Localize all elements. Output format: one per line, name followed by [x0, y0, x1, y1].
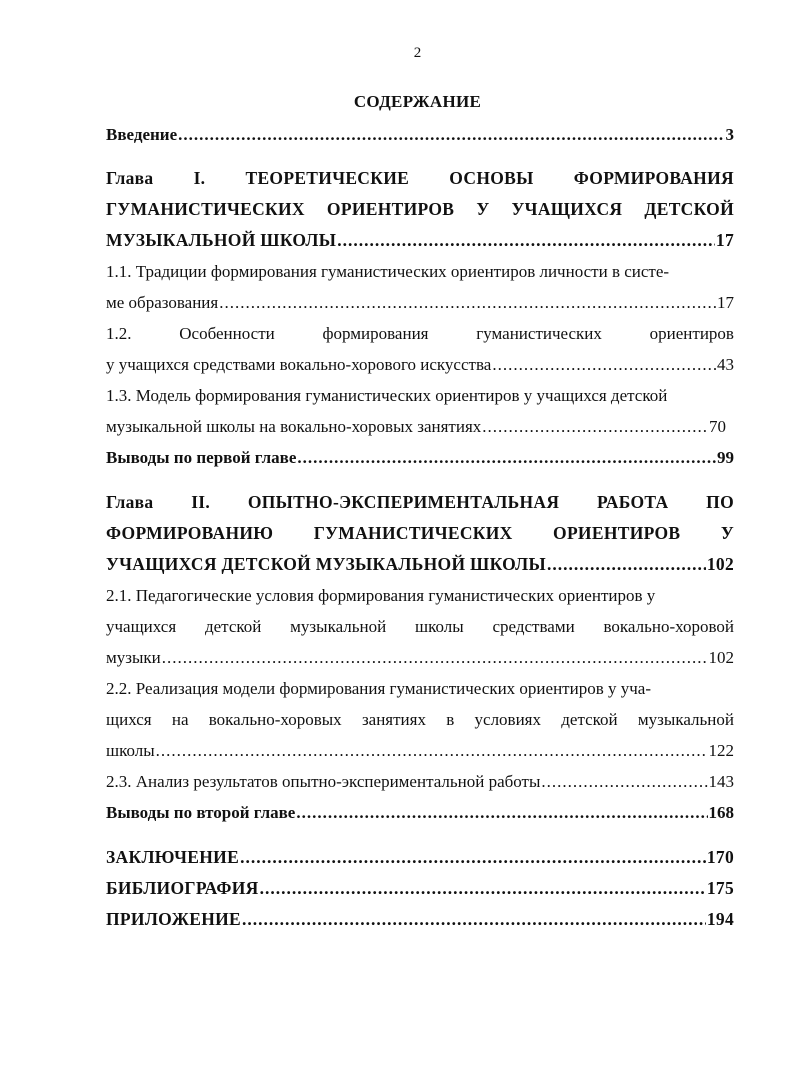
page-ref: 175 [706, 878, 734, 898]
chapter-1-heading-line-3[interactable]: МУЗЫКАЛЬНОЙ ШКОЛЫ ..... 17 [106, 225, 734, 256]
toc-entry-2-2-line-1[interactable]: 2.2. Реализация модели формирования гуманистических ориентиров у уча- [106, 679, 651, 698]
page-ref: 17 [715, 230, 734, 250]
toc-entry-bibliography[interactable]: БИБЛИОГРАФИЯ ..... 175 [106, 873, 734, 904]
chapter-2-heading-line-2[interactable]: ФОРМИРОВАНИЮ ГУМАНИСТИЧЕСКИХ ОРИЕНТИРОВ У [106, 523, 734, 543]
toc-entry-2-1-line-3[interactable]: музыки ..... 102 [106, 642, 734, 673]
toc-entry-1-1-line-1[interactable]: 1.1. Традиции формирования гуманистических ориентиров личности в систе- [106, 262, 670, 281]
page-ref: 43 [717, 355, 734, 374]
page-ref: 99 [717, 448, 734, 467]
chapter-2-heading-line-3[interactable]: УЧАЩИХСЯ ДЕТСКОЙ МУЗЫКАЛЬНОЙ ШКОЛЫ ..... 102 [106, 549, 734, 580]
page-ref: 70 [709, 417, 726, 436]
page-ref: 102 [708, 648, 734, 667]
toc-entry-1-3-line-2[interactable]: музыкальной школы на вокально-хоровых занятиях ..... 70 [106, 411, 726, 442]
toc-entry-1-2-line-2[interactable]: у учащихся средствами вокально-хорового искусства ..... 43 [106, 349, 734, 380]
chapter-1-heading-line-1[interactable]: Глава I. ТЕОРЕТИЧЕСКИЕ ОСНОВЫ ФОРМИРОВАНИЯ [106, 168, 734, 188]
toc-entry-1-2-line-1[interactable]: 1.2. Особенности формирования гуманистических ориентиров [106, 324, 734, 343]
page-ref: 122 [708, 741, 734, 760]
page-ref: 3 [725, 125, 734, 144]
toc-entry-conclusion-1[interactable]: Выводы по первой главе ..... 99 [106, 442, 734, 473]
page-ref: 194 [706, 909, 734, 929]
toc-entry-intro[interactable]: Введение ..... 3 [106, 119, 734, 150]
page-ref: 170 [706, 847, 734, 867]
toc-entry-2-2-line-2[interactable]: щихся на вокально-хоровых занятиях в условиях детской музыкальной [106, 710, 734, 729]
toc-entry-1-1-line-2[interactable]: ме образования ..... 17 [106, 287, 734, 318]
page-number: 2 [413, 45, 422, 61]
toc-entry-2-1-line-2[interactable]: учащихся детской музыкальной школы средствами вокально-хоровой [106, 617, 734, 636]
page-ref: 102 [706, 554, 734, 574]
toc-entry-conclusion[interactable]: ЗАКЛЮЧЕНИЕ ..... 170 [106, 842, 734, 873]
toc-entry-1-3-line-1[interactable]: 1.3. Модель формирования гуманистических ориентиров у учащихся детской [106, 386, 668, 405]
toc-entry-appendix[interactable]: ПРИЛОЖЕНИЕ ..... 194 [106, 904, 734, 935]
toc-end-sections [106, 842, 734, 935]
toc-chapter-2 [106, 487, 734, 828]
toc-entry-2-3[interactable]: 2.3. Анализ результатов опытно-экспериментальной работы ..... 143 [106, 766, 734, 797]
chapter-1-heading-line-2[interactable]: ГУМАНИСТИЧЕСКИХ ОРИЕНТИРОВ У УЧАЩИХСЯ ДЕТСКОЙ [106, 199, 734, 219]
toc-entry-2-2-line-3[interactable]: школы ..... 122 [106, 735, 734, 766]
toc-chapter-1 [106, 163, 734, 473]
toc-intro [106, 119, 734, 150]
toc-entry-conclusion-2[interactable]: Выводы по второй главе ..... 168 [106, 797, 734, 828]
toc-title: СОДЕРЖАНИЕ [353, 92, 482, 111]
page-ref: 143 [708, 772, 734, 791]
chapter-2-heading-line-1[interactable]: Глава II. ОПЫТНО-ЭКСПЕРИМЕНТАЛЬНАЯ РАБОТА ПО [106, 492, 734, 512]
page-ref: 17 [717, 293, 734, 312]
page-ref: 168 [708, 803, 734, 822]
toc-entry-2-1-line-1[interactable]: 2.1. Педагогические условия формирования гуманистических ориентиров у [106, 586, 656, 605]
